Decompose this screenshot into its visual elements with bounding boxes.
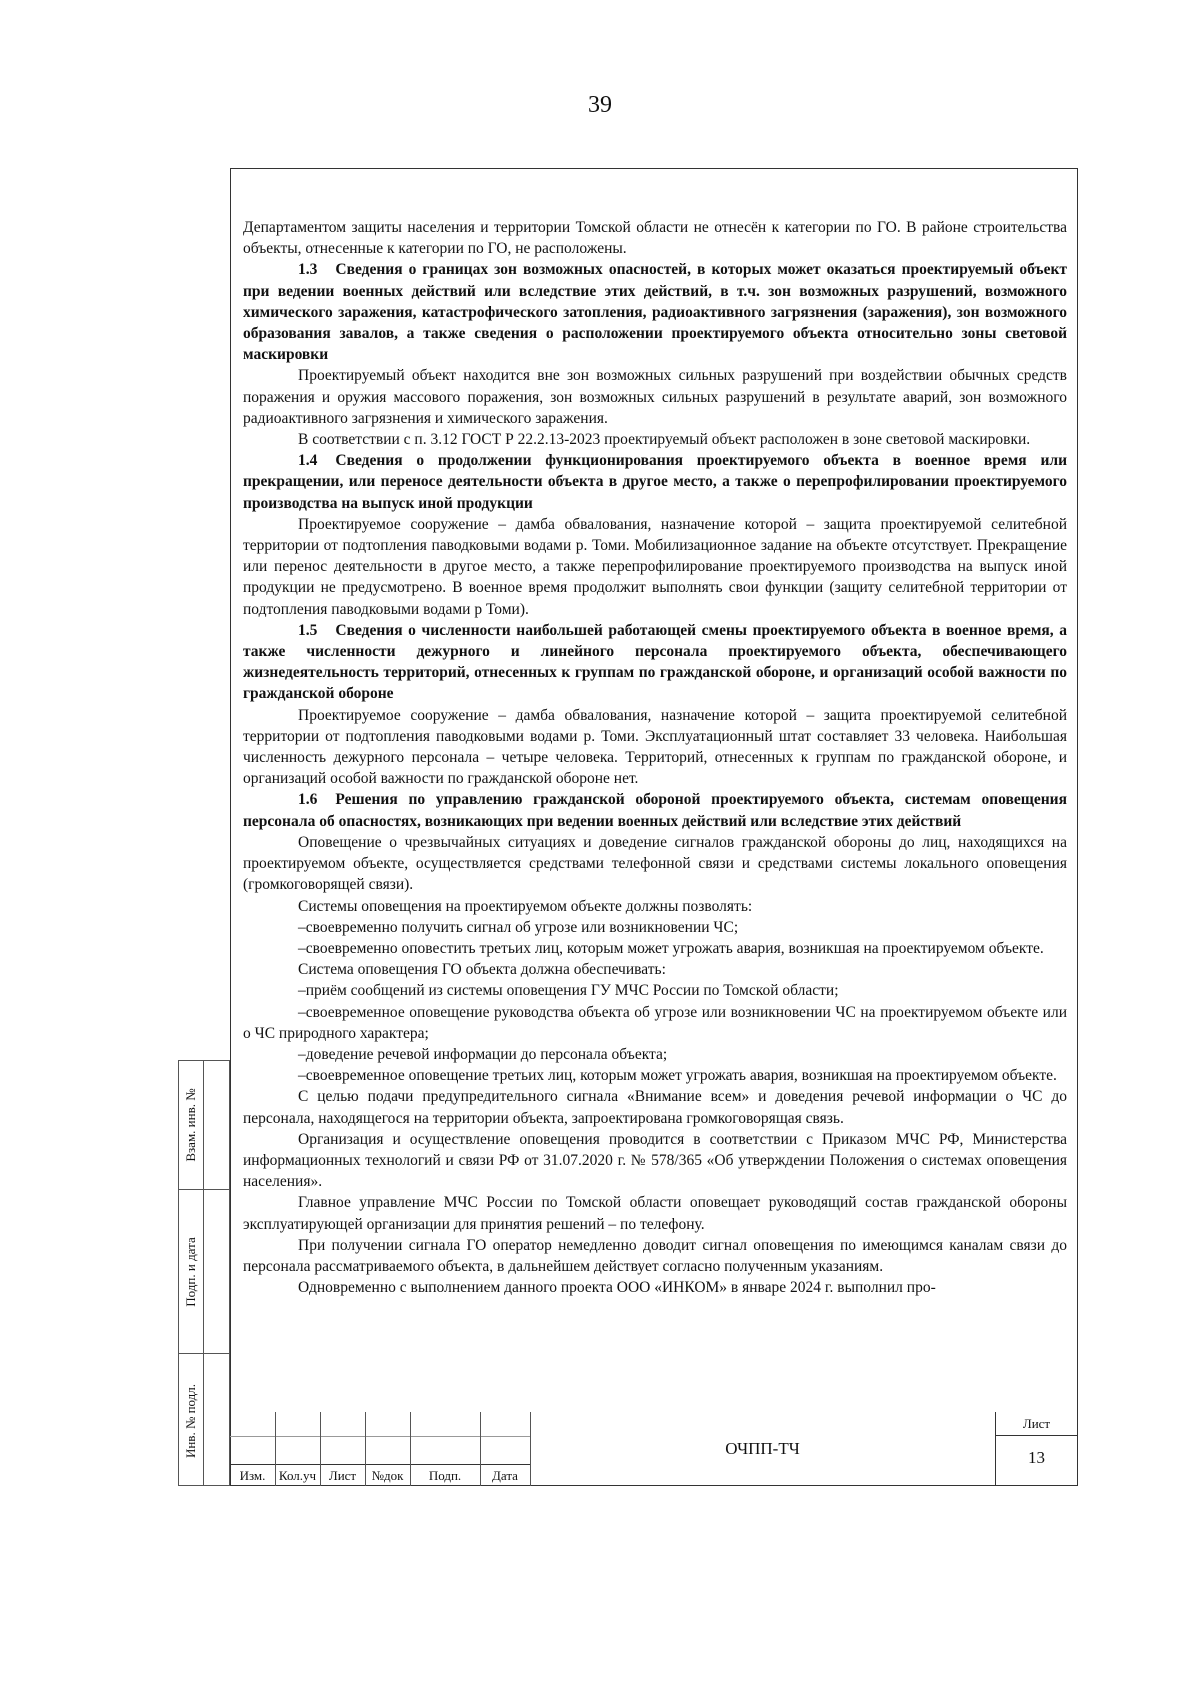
section-heading-1-3 (243, 259, 1067, 365)
side-cell-vzam (179, 1061, 203, 1189)
stamp-column (480, 1412, 531, 1486)
paragraph: Оповещение о чрезвычайных ситуациях и доведение сигналов гражданской обороны до лиц, находящихся на проектируемом объекте, осуществляется средствами телефонной связи и средствами системы локального оповещения (громкоговорящей связи). (243, 833, 1067, 894)
paragraph: При получении сигнала ГО оператор немедленно доводит сигнал оповещения по имеющимся каналам связи до персонала рассматриваемого объекта, в дальнейшем действует согласно полученным указаниям. (243, 1236, 1067, 1275)
stamp-header-list: Лист (328, 1468, 357, 1483)
section-heading-1-6 (243, 789, 1067, 831)
document-code: ОЧПП-ТЧ (530, 1412, 996, 1486)
section-number: 1.6 (298, 791, 318, 809)
stamp-column (410, 1412, 481, 1486)
sheet-label: Лист (995, 1416, 1078, 1436)
paragraph: Проектируемое сооружение – дамба обвалования, назначение которой – защита проектируемой селитебной территории от подтопления паводковыми водами р. Томи. Мобилизационное задание на объекте отсутствует. Прекращение или перенос деятельности в другое место, а также перепрофилирование проектируемого производства на выпуск иной продукции не предусмотрено. В военное время продолжит выполнять свои функции (защиту селитебной территории от подтопления паводковыми водами р Томи). (243, 515, 1067, 618)
stamp-column (320, 1412, 366, 1486)
stamp-column (365, 1412, 411, 1486)
paragraph: В соответствии с п. 3.12 ГОСТ Р 22.2.13-2023 проектируемый объект расположен в зоне световой маскировки. (298, 431, 1031, 449)
section-heading-text: Решения по управлению гражданской обороной проектируемого объекта, системам оповещения персонала об опасностях, возникающих при ведении военных действий или вследствие этих действий (243, 791, 1067, 830)
paragraph: Система оповещения ГО объекта должна обеспечивать: (298, 961, 666, 979)
section-heading-1-5 (243, 620, 1067, 705)
paragraph: Системы оповещения на проектируемом объекте должны позволять: (298, 897, 753, 915)
sheet-box (995, 1412, 1078, 1486)
paragraph: Одновременно с выполнением данного проекта ООО «ИНКОМ» в январе 2024 г. выполнил про- (298, 1279, 936, 1297)
section-heading-1-4 (243, 450, 1067, 514)
side-label-podp: Подп. и дата (183, 1236, 198, 1307)
stamp-header-data: Дата (492, 1468, 518, 1483)
side-value-cell (204, 1189, 229, 1353)
section-heading-text: Сведения о продолжении функционирования проектируемого объекта в военное время или прекращении, или переносе деятельности объекта в другое место, а также о перепрофилировании проектируемого производства на выпуск иной продукции (243, 452, 1067, 512)
stamp-column (275, 1412, 321, 1486)
section-number: 1.3 (298, 261, 318, 279)
stamp-header-izm: Изм. (239, 1468, 266, 1483)
list-item: –доведение речевой информации до персонала объекта; (298, 1045, 668, 1063)
paragraph: Организация и осуществление оповещения проводится в соответствии с Приказом МЧС РФ, Министерства информационных технологий и связи РФ от 31.07.2020 г. № 578/365 «Об утверждении Положения о системах оповещения населения». (243, 1130, 1067, 1191)
list-item: –своевременное оповещение руководства объекта об угрозе или возникновении ЧС на проектируемом объекте или о ЧС природного характера; (243, 1003, 1067, 1042)
section-heading-text: Сведения о границах зон возможных опасностей, в которых может оказаться проектируемый объект при ведении военных действий или вследствие этих действий, в т.ч. зон возможных разрушений, возможного химического заражения, катастрофического затопления, радиоактивного загрязнения (заражения), зон возможного образования завалов, а также сведения о расположении проектируемого объекта относительно зоны световой маскировки (243, 261, 1067, 364)
paragraph: Департаментом защиты населения и территории Томской области не отнесён к категории по ГО. В районе строительства объекты, отнесенные к категории по ГО, не расположены. (243, 219, 1067, 258)
list-item: –своевременно получить сигнал об угрозе или возникновении ЧС; (298, 918, 739, 936)
stamp-header-ndok: №док (371, 1468, 404, 1483)
section-number: 1.4 (298, 452, 318, 470)
sheet-number: 13 (1028, 1448, 1045, 1467)
side-cell-podp (179, 1189, 203, 1353)
stamp-column (230, 1412, 276, 1486)
title-block (230, 1412, 1078, 1486)
stamp-header-podp: Подп. (428, 1468, 462, 1483)
side-cell-inv (179, 1353, 203, 1487)
section-heading-text: Сведения о численности наибольшей работающей смены проектируемого объекта в военное время, а также численности дежурного и линейного персонала проектируемого объекта, обеспечивающего жизнедеятельность территорий, отнесенных к группам по гражданской обороне, и организаций особой важности по гражданской обороне (243, 621, 1067, 703)
paragraph: Главное управление МЧС России по Томской области оповещает руководящий состав гражданской обороны эксплуатирующей организации для принятия решений – по телефону. (243, 1194, 1067, 1233)
list-item: –приём сообщений из системы оповещения ГУ МЧС России по Томской области; (298, 982, 839, 1000)
list-item: –своевременное оповещение третьих лиц, которым может угрожать авария, возникшая на проектируемом объекте. (298, 1067, 1057, 1085)
side-value-cell (204, 1353, 229, 1487)
paragraph: Проектируемый объект находится вне зон возможных сильных разрушений при воздействии обычных средств поражения и оружия массового поражения, зон возможных сильных разрушений в результате аварий, зон возможного радиоактивного загрязнения и химического заражения. (243, 367, 1067, 427)
stamp-header-koluch: Кол.уч (278, 1468, 317, 1483)
side-value-column (204, 1060, 230, 1486)
side-label-vzam: Взам. инв. № (183, 1088, 198, 1162)
side-label-column (178, 1060, 204, 1486)
paragraph: С целью подачи предупредительного сигнала «Внимание всем» и доведения речевой информации о ЧС до персонала, находящегося на территории объекта, запроектирована громкоговорящая связь. (243, 1088, 1067, 1127)
page-number: 39 (588, 92, 612, 118)
paragraph: Проектируемое сооружение – дамба обвалования, назначение которой – защита проектируемой селитебной территории от подтопления паводковыми водами р. Томи. Эксплуатационный штат составляет 33 человека. Наибольшая численность дежурного персонала – четыре человека. Территорий, отнесенных к группам по гражданской обороне, и организаций особой важности по гражданской обороне нет. (243, 706, 1067, 788)
side-label-inv: Инв. № подл. (183, 1383, 198, 1458)
section-number: 1.5 (298, 621, 318, 639)
list-item: –своевременно оповестить третьих лиц, которым может угрожать авария, возникшая на проектируемом объекте. (298, 939, 1044, 957)
document-body (243, 217, 1067, 1298)
document-frame (230, 168, 1078, 1486)
side-approval-strip (178, 1060, 230, 1486)
revision-table (230, 1412, 530, 1486)
